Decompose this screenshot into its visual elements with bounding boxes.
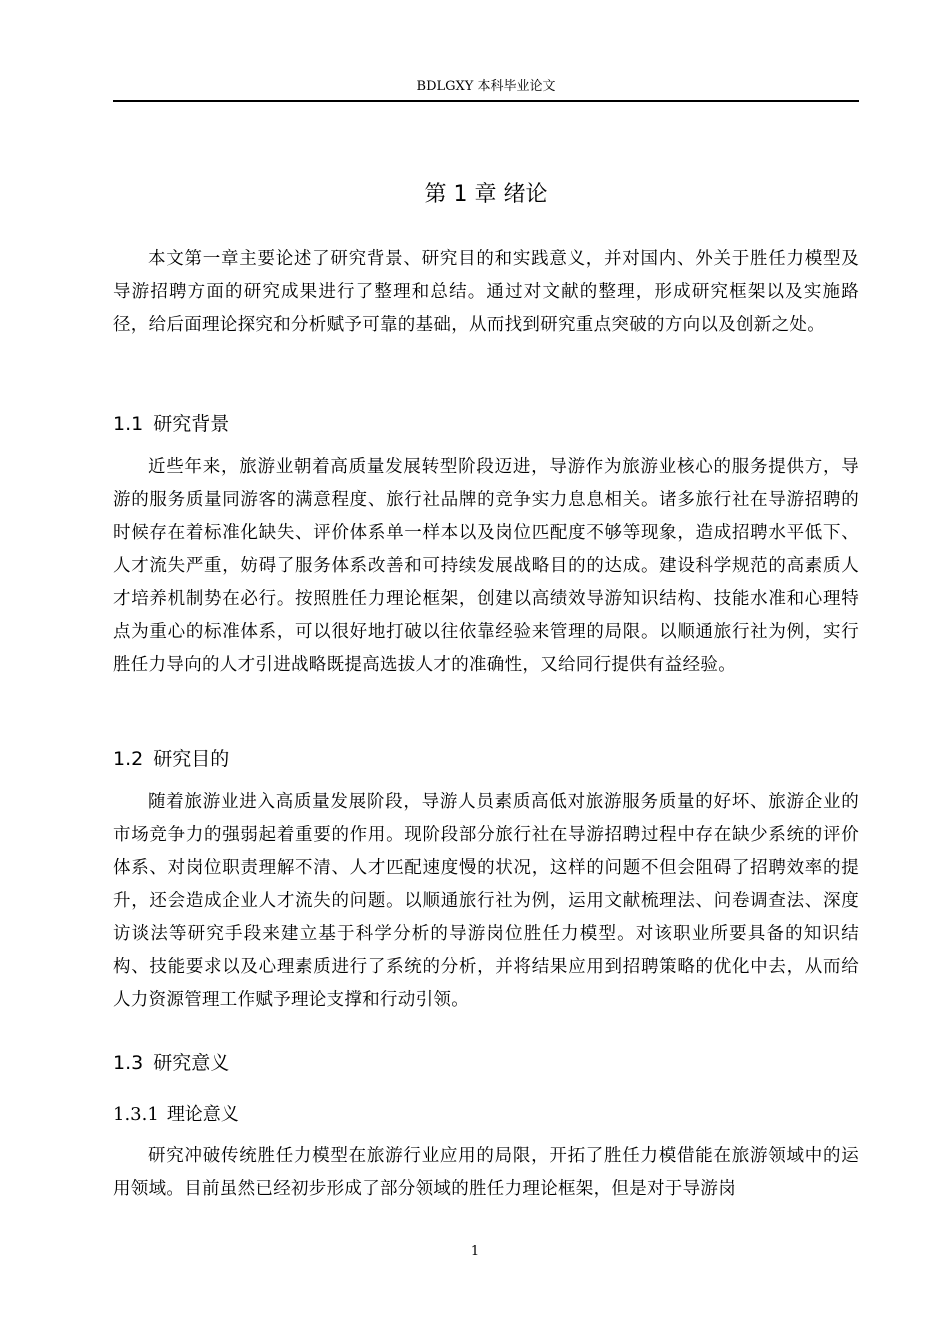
theory-paragraph: 研究冲破传统胜任力模型在旅游行业应用的局限，开拓了胜任力模借能在旅游领域中的运用领域。目前虽然已经初步形成了部分领域的胜任力理论框架，但是对于导游岗 [113,1146,859,1199]
subsection-heading-1-3-1 [113,1102,239,1128]
section-heading-1-1 [113,410,229,438]
section-number: 1.3 [113,1052,144,1074]
section-title: 研究意义 [153,1052,230,1074]
section-number: 1.1 [113,413,144,435]
section-heading-1-3 [113,1049,229,1077]
subsection-number: 1.3.1 [113,1104,159,1125]
intro-paragraph: 本文第一章主要论述了研究背景、研究目的和实践意义，并对国内、外关于胜任力模型及导游招聘方面的研究成果进行了整理和总结。通过对文献的整理，形成研究框架以及实施路径，给后面理论探究和分析赋予可靠的基础，从而找到研究重点突破的方向以及创新之处。 [113,249,859,335]
background-paragraph: 近些年来，旅游业朝着高质量发展转型阶段迈进，导游作为旅游业核心的服务提供方，导游的服务质量同游客的满意程度、旅行社品牌的竞争实力息息相关。诸多旅行社在导游招聘的时候存在着标准化缺失、评价体系单一样本以及岗位匹配度不够等现象，造成招聘水平低下、人才流失严重，妨碍了服务体系改善和可持续发展战略目的的达成。建设科学规范的高素质人才培养机制势在必行。按照胜任力理论框架，创建以高绩效导游知识结构、技能水准和心理特点为重心的标准体系，可以很好地打破以往依靠经验来管理的局限。以顺通旅行社为例，实行胜任力导向的人才引进战略既提高选拔人才的准确性，又给同行提供有益经验。 [113,457,859,675]
page-number: 1 [470,1244,480,1259]
purpose-paragraph: 随着旅游业进入高质量发展阶段，导游人员素质高低对旅游服务质量的好坏、旅游企业的市场竞争力的强弱起着重要的作用。现阶段部分旅行社在导游招聘过程中存在缺少系统的评价体系、对岗位职责理解不清、人才匹配速度慢的状况，这样的问题不但会阻碍了招聘效率的提升，还会造成企业人才流失的问题。以顺通旅行社为例，运用文献梳理法、问卷调查法、深度访谈法等研究手段来建立基于科学分析的导游岗位胜任力模型。对该职业所要具备的知识结构、技能要求以及心理素质进行了系统的分析，并将结果应用到招聘策略的优化中去，从而给人力资源管理工作赋予理论支撑和行动引领。 [113,792,859,1010]
section-title: 研究目的 [153,748,230,770]
running-header: BDLGXY 本科毕业论文 [416,79,556,94]
header-rule [113,100,859,102]
subsection-title: 理论意义 [166,1104,239,1125]
section-number: 1.2 [113,748,144,770]
section-heading-1-2 [113,745,229,773]
chapter-title: 第 1 章 绪论 [424,182,548,207]
section-title: 研究背景 [153,413,230,435]
